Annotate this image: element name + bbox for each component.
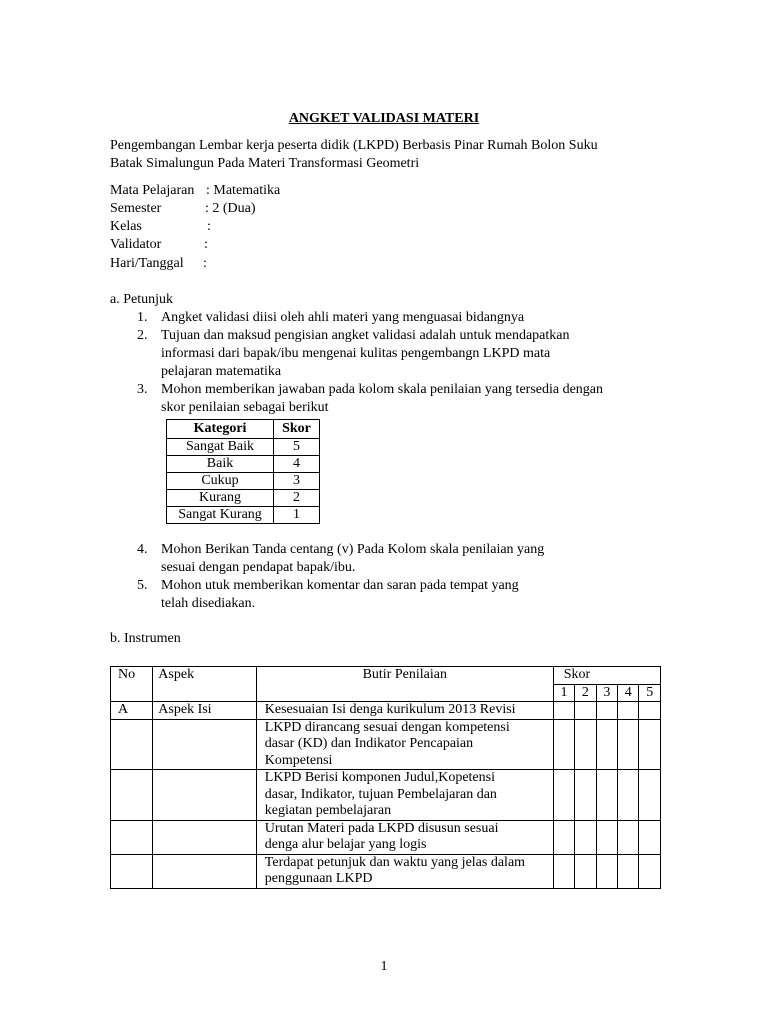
subtitle-line-1: Pengembangan Lembar kerja peserta didik (LKPD) Berbasis Pinar Rumah Bolon Suku: [110, 138, 598, 153]
butir-line: Kompetensi: [264, 752, 333, 768]
meta-value-kelas: :: [207, 219, 211, 234]
row-aspek: [153, 854, 256, 888]
petunjuk-item-text: sesuai dengan pendapat bapak/ibu.: [161, 560, 356, 575]
skor-cell: 1: [274, 506, 320, 523]
score-cell[interactable]: [618, 854, 639, 888]
score-cell[interactable]: [618, 702, 639, 720]
row-no: [111, 770, 153, 821]
meta-label-semester: Semester: [110, 201, 162, 216]
table-row: [167, 455, 320, 472]
row-butir: [256, 770, 553, 821]
page-title: ANGKET VALIDASI MATERI: [288, 111, 480, 126]
petunjuk-item-text: Mohon memberikan jawaban pada kolom skala penilaian yang tersedia dengan: [161, 382, 604, 397]
score-cell[interactable]: [575, 719, 596, 770]
petunjuk-item-text: Mohon utuk memberikan komentar dan saran pada tempat yang: [161, 578, 519, 593]
skor-cell: 5: [274, 438, 320, 455]
row-no: [111, 854, 153, 888]
table-row: [167, 472, 320, 489]
skor-scale-1: 1: [553, 684, 574, 702]
skor-header: Skor: [274, 420, 320, 439]
petunjuk-item-text: Angket validasi diisi oleh ahli materi yang menguasai bidangnya: [161, 310, 525, 325]
score-cell[interactable]: [639, 770, 661, 821]
petunjuk-item-text: telah disediakan.: [161, 596, 256, 611]
butir-line: Kesesuaian Isi denga kurikulum 2013 Revisi: [264, 702, 516, 717]
page-number: 1: [380, 959, 388, 974]
score-cell[interactable]: [596, 702, 617, 720]
butir-line: dasar, Indikator, tujuan Pembelajaran dan: [264, 786, 497, 802]
butir-line: Terdapat petunjuk dan waktu yang jelas dalam: [264, 854, 526, 870]
kategori-cell: Baik: [167, 455, 274, 472]
score-cell[interactable]: [575, 702, 596, 720]
kategori-cell: Sangat Kurang: [167, 506, 274, 523]
score-cell[interactable]: [639, 854, 661, 888]
score-cell[interactable]: [553, 770, 574, 821]
butir-line: penggunaan LKPD: [264, 871, 373, 886]
section-instrumen-heading: b. Instrumen: [110, 631, 181, 646]
score-cell[interactable]: [596, 719, 617, 770]
table-row: [111, 820, 661, 854]
score-cell[interactable]: [575, 820, 596, 854]
header-skor: Skor: [553, 667, 660, 685]
kategori-header: Kategori: [167, 420, 274, 439]
score-cell[interactable]: [618, 719, 639, 770]
table-row: [111, 770, 661, 821]
butir-line: kegiatan pembelajaran: [264, 803, 392, 818]
score-cell[interactable]: [596, 770, 617, 821]
score-cell[interactable]: [553, 719, 574, 770]
petunjuk-item-num: 2.: [137, 328, 148, 343]
row-no: [111, 719, 153, 770]
score-cell[interactable]: [639, 702, 661, 720]
kategori-cell: Kurang: [167, 489, 274, 506]
kategori-cell: Sangat Baik: [167, 438, 274, 455]
petunjuk-item-text: Tujuan dan maksud pengisian angket validasi adalah untuk mendapatkan: [161, 328, 570, 343]
meta-value-validator: :: [204, 237, 208, 252]
row-aspek: [153, 770, 256, 821]
petunjuk-item-num: 1.: [137, 310, 148, 325]
header-no: No: [111, 667, 153, 702]
instrumen-table: [110, 666, 661, 889]
meta-label-validator: Validator: [110, 237, 162, 252]
score-cell[interactable]: [575, 854, 596, 888]
butir-line: denga alur belajar yang logis: [264, 837, 427, 852]
score-cell[interactable]: [618, 820, 639, 854]
section-petunjuk-heading: a. Petunjuk: [110, 292, 173, 307]
meta-label-kelas: Kelas: [110, 219, 142, 234]
butir-line: LKPD Berisi komponen Judul,Kopetensi: [264, 770, 495, 785]
meta-value-hari-tanggal: :: [203, 256, 207, 271]
row-aspek: [153, 719, 256, 770]
skor-scale-5: 5: [639, 684, 661, 702]
meta-label-hari-tanggal: Hari/Tanggal: [110, 256, 184, 271]
petunjuk-item-text: pelajaran matematika: [161, 364, 282, 379]
row-butir: [256, 854, 553, 888]
score-cell[interactable]: [596, 854, 617, 888]
score-cell[interactable]: [596, 820, 617, 854]
table-row: [111, 702, 661, 720]
score-cell[interactable]: [639, 719, 661, 770]
kategori-cell: Cukup: [167, 472, 274, 489]
score-cell[interactable]: [553, 820, 574, 854]
score-cell[interactable]: [575, 770, 596, 821]
petunjuk-item-num: 3.: [137, 382, 148, 397]
header-aspek: Aspek: [153, 667, 256, 702]
petunjuk-item-num: 4.: [137, 542, 148, 557]
row-no: A: [111, 702, 153, 720]
row-no: [111, 820, 153, 854]
table-row: [111, 719, 661, 770]
butir-line: LKPD dirancang sesuai dengan kompetensi: [264, 719, 510, 735]
row-aspek: [153, 820, 256, 854]
butir-line: Urutan Materi pada LKPD disusun sesuai: [264, 820, 499, 836]
skor-scale-3: 3: [596, 684, 617, 702]
kategori-skor-table: [166, 419, 320, 524]
table-row: [167, 438, 320, 455]
row-aspek: Aspek Isi: [153, 702, 256, 720]
skor-cell: 4: [274, 455, 320, 472]
header-butir-penilaian: Butir Penilaian: [256, 667, 553, 702]
skor-cell: 2: [274, 489, 320, 506]
petunjuk-item-text: Mohon Berikan Tanda centang (v) Pada Kolom skala penilaian yang: [161, 542, 545, 557]
meta-label-mata-pelajaran: Mata Pelajaran: [110, 183, 195, 198]
skor-cell: 3: [274, 472, 320, 489]
butir-line: dasar (KD) dan Indikator Pencapaian: [264, 736, 474, 751]
petunjuk-item-text: informasi dari bapak/ibu mengenai kulitas pengembangn LKPD mata: [161, 346, 551, 361]
row-butir: [256, 719, 553, 770]
skor-scale-2: 2: [575, 684, 596, 702]
petunjuk-item-num: 5.: [137, 578, 148, 593]
row-butir: [256, 820, 553, 854]
table-row: [167, 506, 320, 523]
score-cell[interactable]: [553, 854, 574, 888]
table-row: [111, 854, 661, 888]
skor-scale-4: 4: [618, 684, 639, 702]
score-cell[interactable]: [639, 820, 661, 854]
meta-value-semester: : 2 (Dua): [205, 201, 256, 216]
row-butir: [256, 702, 553, 720]
table-row: [167, 489, 320, 506]
petunjuk-item-text: skor penilaian sebagai berikut: [161, 400, 329, 415]
score-cell[interactable]: [553, 702, 574, 720]
meta-value-mata-pelajaran: : Matematika: [206, 183, 281, 198]
subtitle-line-2: Batak Simalungun Pada Materi Transformasi Geometri: [110, 156, 420, 171]
score-cell[interactable]: [618, 770, 639, 821]
